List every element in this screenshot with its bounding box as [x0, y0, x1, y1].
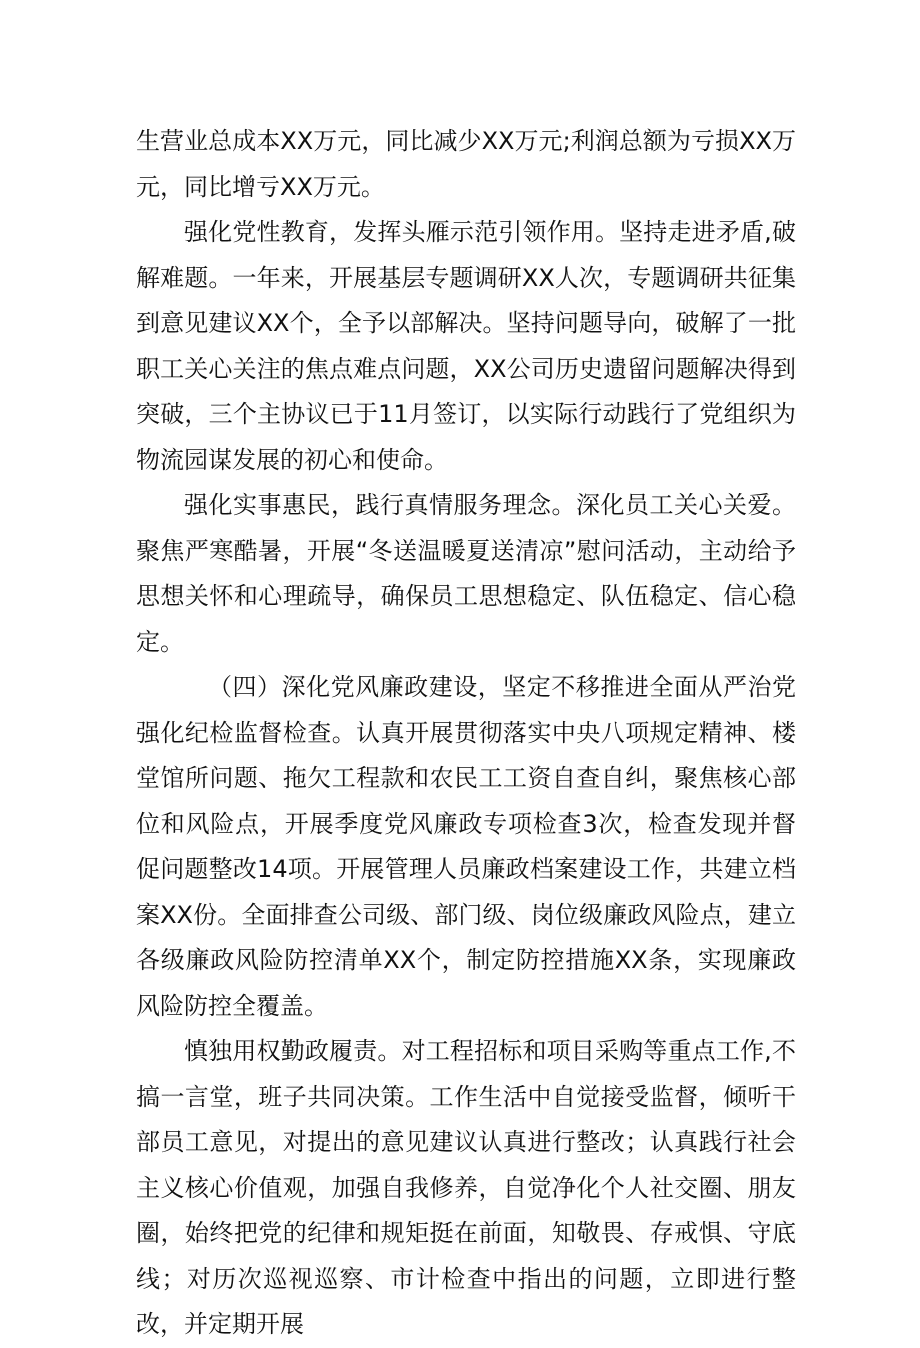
paragraph-section-four: （四）深化党风廉政建设，坚定不移推进全面从严治党强化纪检监督检查。认真开展贯彻落实中央八项规定精神、楼堂馆所问题、拖欠工程款和农民工工资自查自纠，聚焦核心部位和风险点，开展季度党风廉政专项检查3次，检查发现并督促问题整改14项。开展管理人员廉政档案建设工作，共建立档案XX份。全面排查公司级、部门级、岗位级廉政风险点，建立各级廉政风险防控清单XX个，制定防控措施XX条，实现廉政风险防控全覆盖。: [136, 673, 796, 1020]
paragraph-party-education: 强化党性教育，发挥头雁示范引领作用。坚持走进矛盾,破解难题。一年来，开展基层专题调研XX人次，专题调研共征集到意见建议XX个，全予以部解决。坚持问题导向，破解了一批职工关心关注的焦点难点问题，XX公司历史遗留问题解决得到突破，三个主协议已于11月签订，以实际行动践行了党组织为物流园谋发展的初心和使命。: [136, 218, 796, 474]
paragraph-continuation: 生营业总成本XX万元，同比减少XX万元;利润总额为亏损XX万元，同比增亏XX万元。: [136, 127, 796, 201]
paragraph-public-service: 强化实事惠民，践行真情服务理念。深化员工关心关爱。聚焦严寒酷暑，开展“冬送温暖夏送清凉”慰问活动，主动给予思想关怀和心理疏导，确保员工思想稳定、队伍稳定、信心稳定。: [136, 491, 796, 656]
paragraph-power-use: 慎独用权勤政履责。对工程招标和项目采购等重点工作,不搞一言堂，班子共同决策。工作生活中自觉接受监督，倾听干部员工意见，对提出的意见建议认真进行整改；认真践行社会主义核心价值观，加强自我修养，自觉净化个人社交圈、朋友圈，始终把党的纪律和规矩挺在前面，知敬畏、存戒惧、守底线；对历次巡视巡察、市计检查中指出的问题，立即进行整改，并定期开展: [136, 1037, 796, 1338]
document-body: [136, 119, 796, 1348]
